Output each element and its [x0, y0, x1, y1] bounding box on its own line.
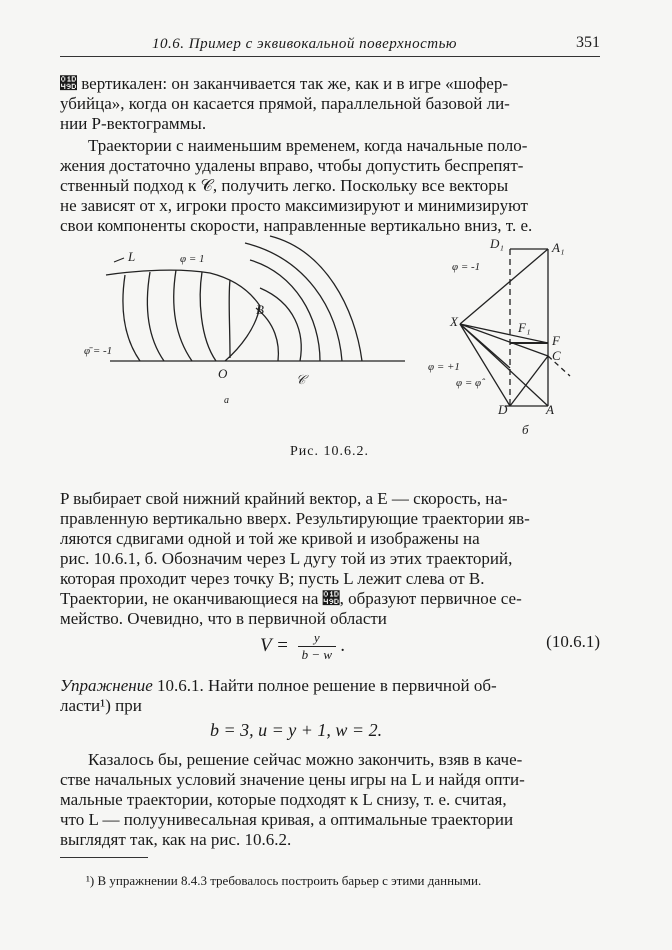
paragraph-1 — [60, 74, 600, 134]
fraction-numerator: y — [298, 630, 336, 647]
paragraph-4 — [60, 750, 600, 850]
diagonal-C-D — [510, 356, 548, 406]
footnote: ¹) В упражнении 8.4.3 требовалось построить барьер с этими данными. — [86, 873, 482, 888]
figure-panel-a — [106, 236, 405, 361]
equation-tail: . — [340, 634, 346, 656]
panel-label-a: а — [224, 395, 229, 406]
exercise-text: 10.6.1. Найти полное решение в первичной об- — [157, 676, 497, 695]
text-line: рис. 10.6.1, б. Обозначим через L дугу той из этих траекторий, — [60, 549, 513, 568]
text-line: жения достаточно удалены вправо, чтобы допустить беспрепят- — [60, 156, 524, 175]
fraction-denominator: b − w — [301, 647, 333, 662]
equation-number: (10.6.1) — [546, 632, 600, 651]
text-line: мейство. Очевидно, что в первичной области — [60, 609, 387, 628]
label-phi-left: φ̄ = -1 — [84, 345, 113, 357]
text-line: свои компоненты скорости, направленные вертикально вниз, т. е. — [60, 216, 533, 235]
running-header — [60, 32, 600, 57]
text-line: Траектории, не оканчивающиеся на 𝒝, образуют первичное се- — [60, 589, 522, 608]
exercise-label: Упражнение — [60, 676, 153, 695]
panel-label-b: б — [522, 422, 529, 437]
label-phi-top: φ = 1 — [180, 253, 205, 265]
trajectory — [123, 275, 140, 361]
trajectory — [270, 236, 362, 361]
label-C: C — [552, 348, 561, 363]
label-C: 𝒞 — [296, 372, 306, 387]
text-line: P выбирает свой нижний крайний вектор, а E — скорость, на- — [60, 489, 508, 508]
curve-L — [106, 270, 260, 306]
figure-panel-a-labels — [84, 249, 309, 406]
label-F1: F₁ — [518, 320, 531, 335]
trajectory — [200, 272, 216, 361]
trajectory — [229, 280, 230, 358]
label-L: L — [128, 249, 136, 264]
segment-X-D — [460, 324, 510, 406]
exercise-params: b = 3, u = y + 1, w = 2. — [210, 720, 383, 740]
text-line: Траектории с наименьшим временем, когда начальные поло- — [88, 136, 528, 155]
text-line: правленную вертикально вверх. Результирующие траектории яв- — [60, 509, 530, 528]
text-line: ляются сдвигами одной и той же кривой и изображены на — [60, 529, 480, 548]
paragraph-2 — [60, 136, 600, 236]
exercise-line-1 — [60, 676, 600, 696]
trajectory — [260, 288, 301, 361]
running-title: 10.6. Пример с эквивокальной поверхностью — [152, 36, 457, 52]
equation-10-6-1 — [60, 624, 600, 664]
trajectory — [147, 272, 164, 361]
label-A: A — [546, 402, 554, 417]
equation-fraction — [298, 630, 336, 663]
text-line: убийца», когда он касается прямой, параллельной базовой ли- — [60, 94, 510, 113]
text-line: 𝒝 вертикален: он заканчивается так же, как и в игре «шофер- — [60, 74, 508, 93]
label-A1: A₁ — [552, 240, 565, 255]
label-X: X — [450, 314, 458, 329]
text-line: которая проходит через точку B; пусть L лежит слева от B. — [60, 569, 485, 588]
label-D1: D₁ — [490, 236, 504, 251]
label-O: O — [218, 366, 228, 381]
segment-X-mid — [460, 324, 510, 368]
equation-body — [260, 630, 346, 663]
label-phi-hat: φ = φ̂ — [456, 377, 482, 389]
label-F: F — [552, 333, 560, 348]
page-number: 351 — [576, 34, 600, 51]
label-phi-minus-1: φ = -1 — [452, 261, 481, 273]
text-line: не зависят от x, игроки просто максимизируют и минимизируют — [60, 196, 528, 215]
text-line: стве начальных условий значение цены игры на L и найдя опти- — [60, 770, 525, 789]
label-B: B — [256, 302, 264, 317]
text-line: нии P-вектограммы. — [60, 114, 207, 133]
text-line: ственный подход к 𝒞, получить легко. Поскольку все векторы — [60, 176, 509, 195]
leader-L — [114, 258, 124, 262]
text-line: мальные траектории, которые подходят к L снизу, т. е. считая, — [60, 790, 507, 809]
footnote-rule — [60, 857, 148, 858]
exercise-10-6-1 — [60, 676, 600, 740]
trajectory — [174, 270, 192, 361]
text-line: выглядят так, как на рис. 10.6.2. — [60, 830, 292, 849]
figure-10-6-2 — [80, 228, 600, 438]
text-line: Казалось бы, решение сейчас можно закончить, взяв в каче- — [88, 750, 523, 769]
figure-caption: Рис. 10.6.2. — [290, 444, 369, 459]
text-line: что L — полуунивесальная кривая, а оптимальные траектории — [60, 810, 514, 829]
label-D: D — [498, 402, 508, 417]
equation-lhs: V = — [260, 634, 289, 656]
exercise-line-2: ласти¹) при — [60, 696, 142, 715]
label-phi-plus-1: φ = +1 — [428, 361, 460, 373]
paragraph-3 — [60, 489, 600, 629]
